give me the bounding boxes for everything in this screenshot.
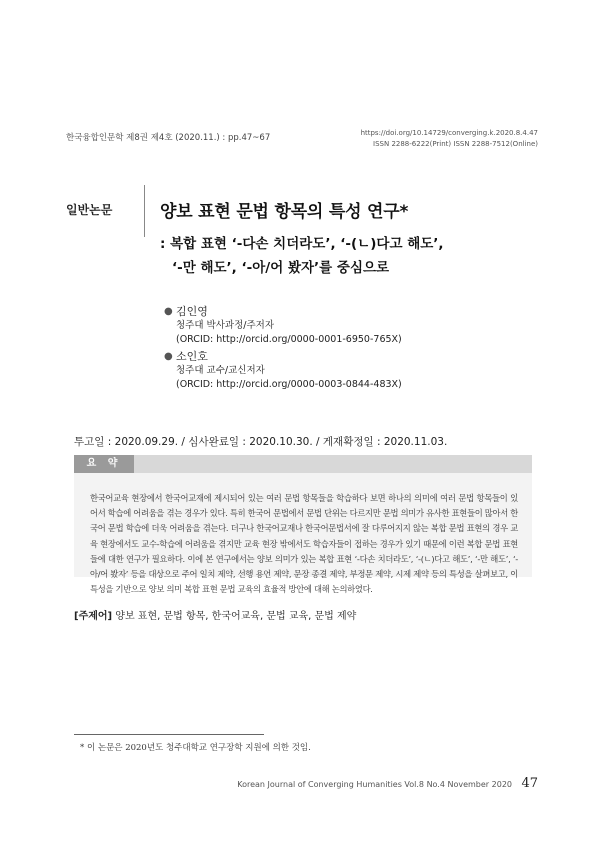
keywords <box>74 607 356 622</box>
bullet-icon: ● <box>164 306 173 317</box>
bullet-icon: ● <box>164 351 173 362</box>
abstract-text: 한국어교육 현장에서 한국어교재에 제시되어 있는 여러 문법 항목들을 학습하다 보면 하나의 의미에 여러 문법 항목들이 있어서 학습에 어려움을 겪는 경우가 있다. 특히 한국어 문법에서 문법 단위는 다르지만 문법 의미가 유사한 표현들이 많아서 한국어 문법 학습에 더욱 어려움을 겪는다. 더구나 한국어교재나 한국어문법서에 잘 다루어지지 않는 복합 문법 표현의 경우 교육 현장에서도 교수-학습에 어려움을 겪지만 교육 현장 밖에서도 학습자들이 접하는 경우가 있기 때문에 이런 복합 문법 표현들에 대한 연구가 필요하다. 이에 본 연구에서는 양보 의미가 있는 복합 표현 ‘-다손 치더라도’, ‘-(ㄴ)다고 해도’, ‘-만 해도’, ‘-아/어 봤자’ 등을 대상으로 주어 일치 제약, 선행 용언 제약, 문장 종결 제약, 부정문 제약, 시제 제약 등의 특성을 살펴보고, 이 특성을 기반으로 양보 의미 복합 표현 문법 교육의 효율적 방안에 대해 논의하였다. <box>90 493 518 595</box>
footnote: * 이 논문은 2020년도 청주대학교 연구장학 지원에 의한 것임. <box>80 743 311 753</box>
journal-reference: 한국융합인문학 제8권 제4호 (2020.11.) : pp.47~67 <box>66 133 271 143</box>
abstract-label: 요 약 <box>74 455 134 473</box>
paper-subtitle <box>160 232 444 280</box>
title-divider <box>144 185 145 237</box>
paper-title: 양보 표현 문법 항목의 특성 연구* <box>160 202 409 222</box>
subtitle-line-2: ‘-만 해도’, ‘-아/어 봤자’를 중심으로 <box>172 260 390 276</box>
author-orcid[interactable]: (ORCID: http://orcid.org/0000-0001-6950-765X) <box>176 334 402 345</box>
subtitle-line-1: : 복합 표현 ‘-다손 치더라도’, ‘-(ㄴ)다고 해도’, <box>160 236 444 252</box>
author-affiliation: 청주대 교수/교신저자 <box>176 365 265 376</box>
footnote-divider <box>74 734 264 735</box>
author-name: 김인영 <box>176 305 208 318</box>
submission-dates: 투고일 : 2020.09.29. / 심사완료일 : 2020.10.30. / 게재확정일 : 2020.11.03. <box>74 436 448 448</box>
issn-text: ISSN 2288-6222(Print) ISSN 2288-7512(Online) <box>373 140 538 148</box>
author-name: 소인호 <box>176 350 208 363</box>
author-block <box>164 305 402 347</box>
abstract-header-bar <box>74 455 532 473</box>
keywords-text: 양보 표현, 문법 항목, 한국어교육, 문법 교육, 문법 제약 <box>112 611 357 622</box>
author-affiliation: 청주대 박사과정/주저자 <box>176 320 274 331</box>
doi-issn-block <box>361 128 538 150</box>
keywords-label: [주제어] <box>74 611 113 622</box>
page-number: 47 <box>521 776 538 791</box>
author-orcid[interactable]: (ORCID: http://orcid.org/0000-0003-0844-483X) <box>176 379 402 390</box>
paper-category: 일반논문 <box>66 203 113 217</box>
doi-link[interactable]: https://doi.org/10.14729/converging.k.2020.8.4.47 <box>360 129 538 137</box>
author-block <box>164 350 402 392</box>
footer-journal: Korean Journal of Converging Humanities Vol.8 No.4 November 2020 <box>237 780 512 789</box>
